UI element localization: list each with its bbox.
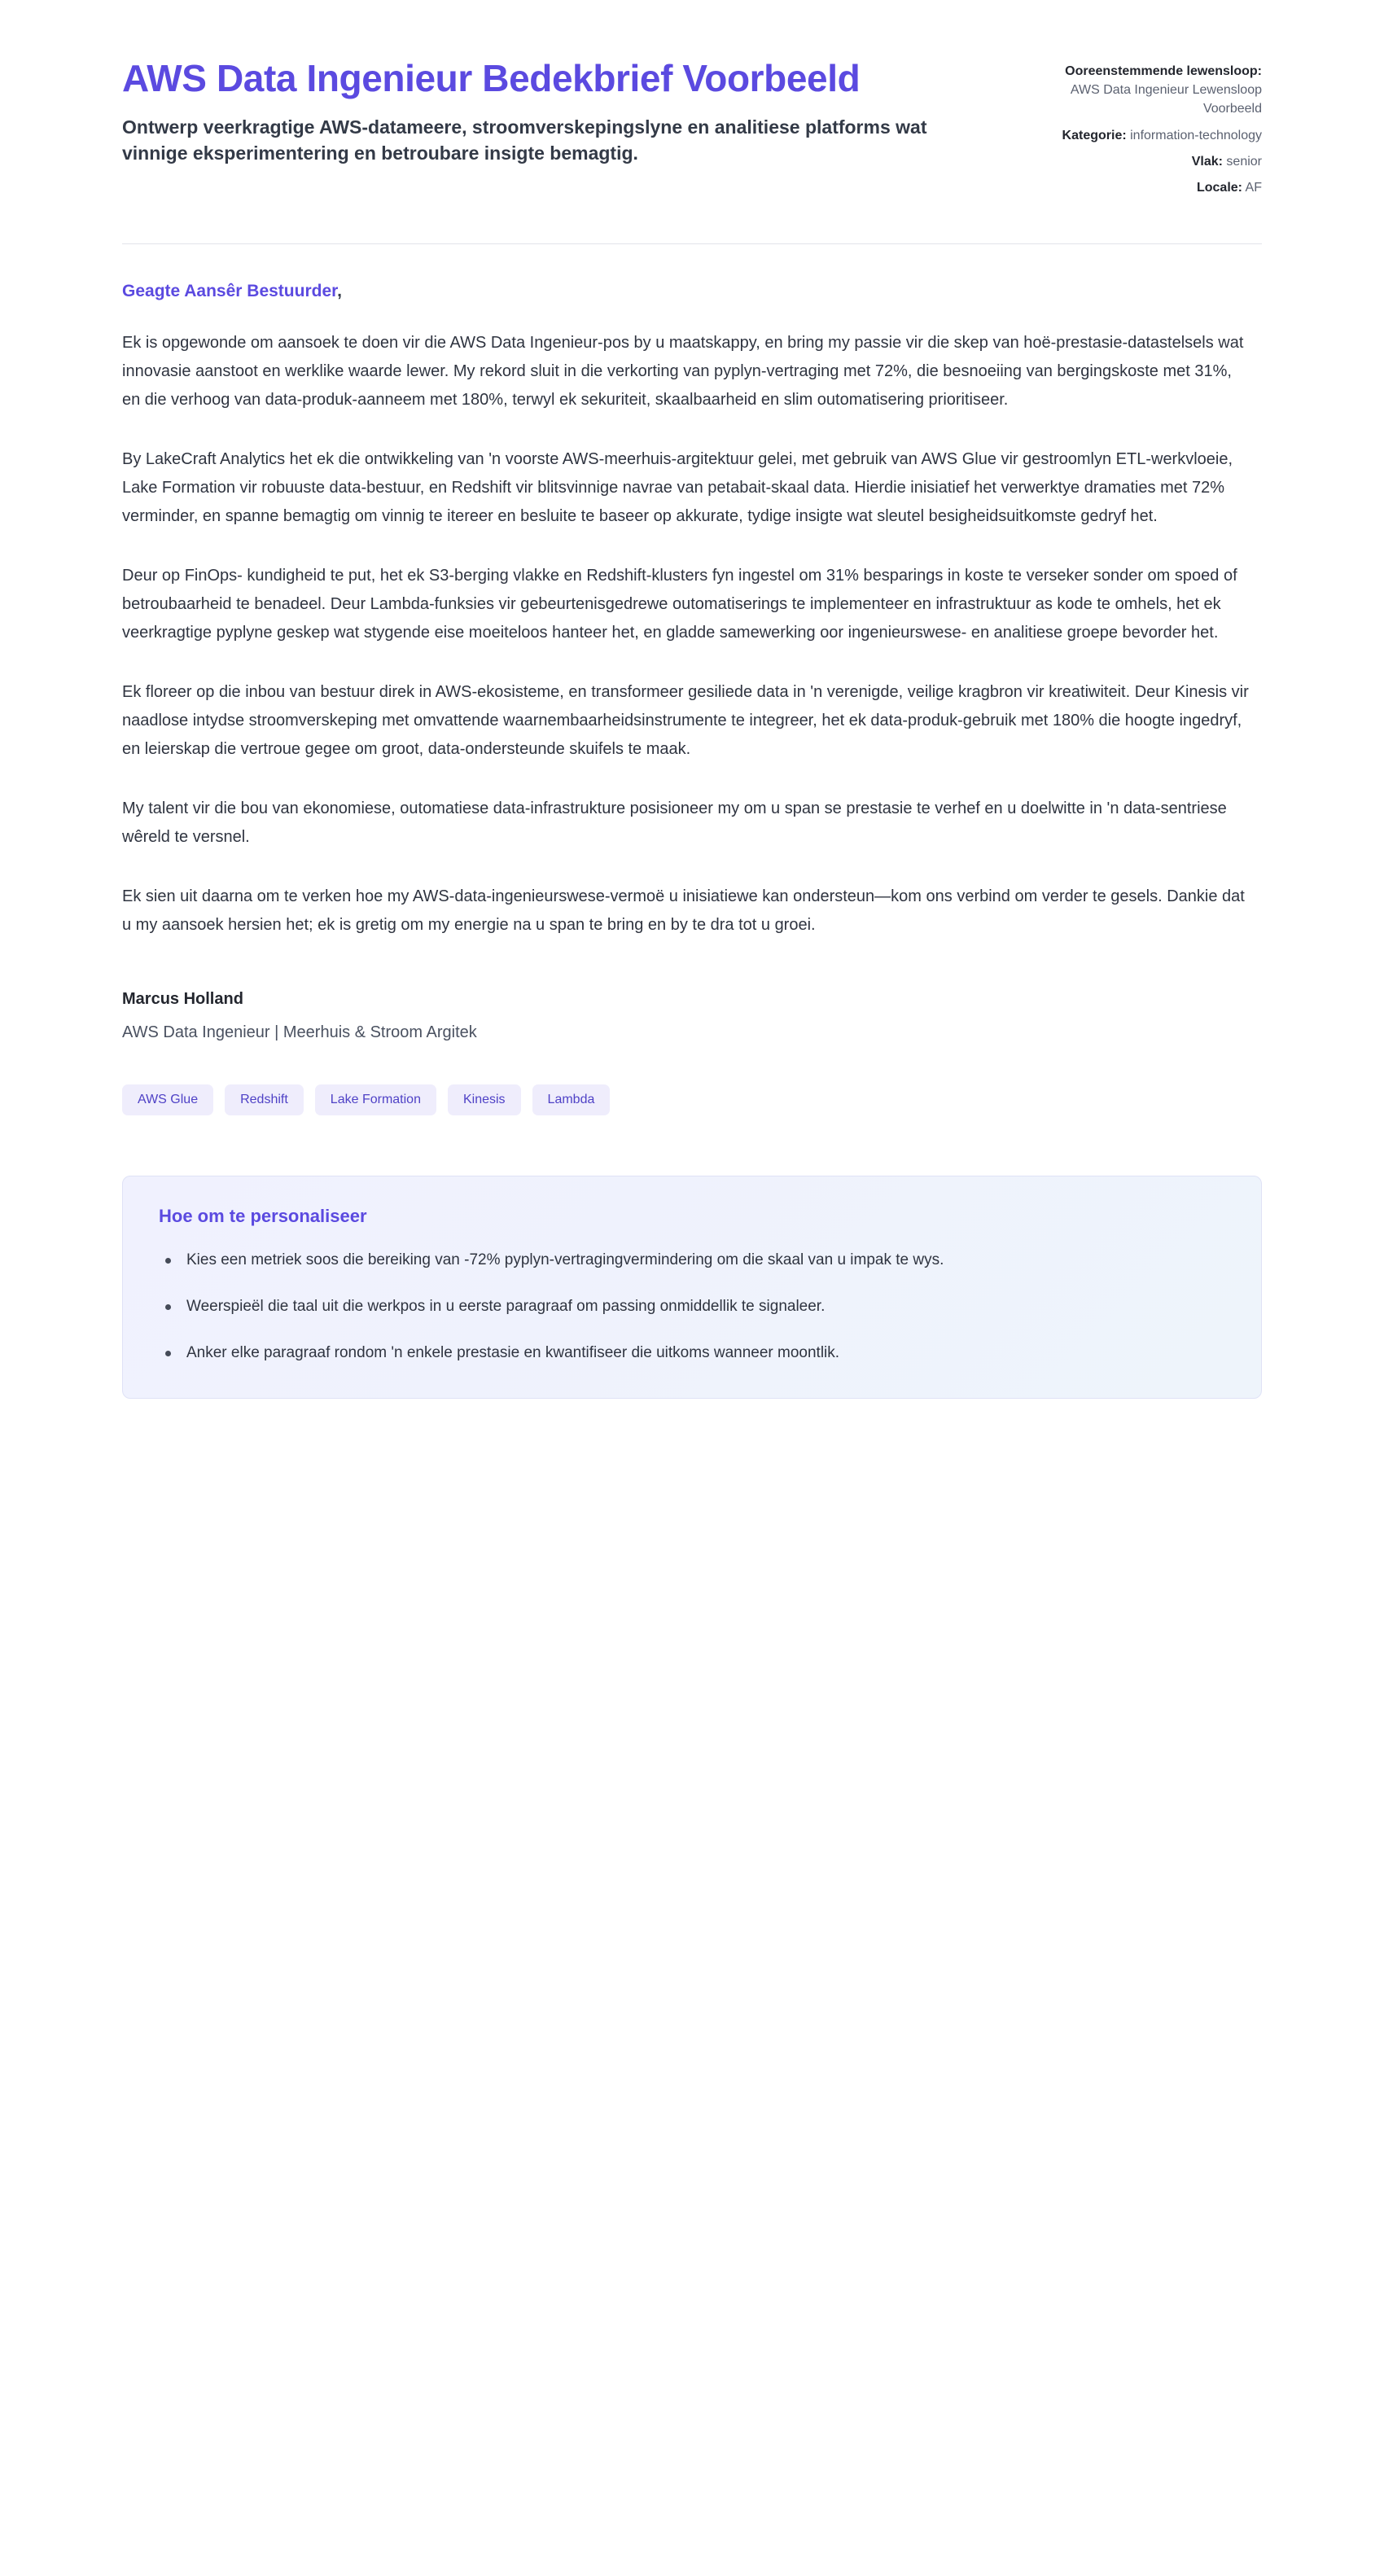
skill-tag[interactable]: AWS Glue — [122, 1084, 213, 1115]
header-left — [122, 57, 944, 167]
tips-list — [159, 1248, 1225, 1365]
meta-row-category — [1042, 126, 1262, 145]
tips-title: Hoe om te personaliseer — [159, 1206, 367, 1227]
paragraph-1: Ek is opgewonde om aansoek te doen vir die AWS Data Ingenieur-pos by u maatskappy, en bring my passie vir die skep van hoë-prestasie-datastelsels wat innovasie aanstoot en werklike waarde lewer. My rekord sluit in die verkorting van pyplyn-vertraging met 72%, die besnoeiing van bergingskoste met 31%, en die verhoog van data-produk-aanneem met 180%, terwyl ek sekuriteit, skaalbaarheid en slim outomatisering prioritiseer. — [122, 334, 1244, 410]
meta-row-level — [1042, 152, 1262, 171]
meta-value: information-technology — [1130, 128, 1262, 142]
list-item: Weerspieël die taal uit die werkpos in u eerste paragraaf om passing onmiddellik te signaleer. — [159, 1295, 1209, 1320]
signature-role: AWS Data Ingenieur | Meerhuis & Stroom Argitek — [122, 1023, 477, 1042]
meta-label: Kategorie: — [1062, 128, 1127, 142]
skill-tag[interactable]: Lambda — [532, 1084, 611, 1115]
skill-tag[interactable]: Kinesis — [448, 1084, 521, 1115]
salutation-text: Geagte Aansêr Bestuurder — [122, 282, 338, 301]
paragraph-5: My talent vir die bou van ekonomiese, outomatiese data-infrastrukture posisioneer my om u span se prestasie te verhef en u doelwitte in 'n data-sentriese wêreld te versnel. — [122, 800, 1227, 847]
meta-row-locale — [1042, 178, 1262, 197]
meta-label: Ooreenstemmende lewensloop: — [1065, 64, 1262, 78]
meta-label: Vlak: — [1191, 154, 1223, 169]
paragraph-6: Ek sien uit daarna om te verken hoe my AWS-data-ingenieurswese-vermoë u inisiatiewe kan ondersteun—kom ons verbind om verder te gesels. Dankie dat u my aansoek hersien het; ek is gretig om my energie na u span te bring en by te dra tot u groei. — [122, 887, 1245, 935]
skill-tag[interactable]: Redshift — [225, 1084, 304, 1115]
skill-tag[interactable]: Lake Formation — [315, 1084, 436, 1115]
meta-value: senior — [1226, 154, 1262, 169]
signature-name: Marcus Holland — [122, 990, 243, 1009]
paragraph-2: By LakeCraft Analytics het ek die ontwikkeling van 'n voorste AWS-meerhuis-argitektuur gelei, met gebruik van AWS Glue vir gestroomlyn ETL-werkvloeie, Lake Formation vir robuuste data-bestuur, en Redshift vir blitsvinnige navrae van petabait-skaal data. Hierdie inisiatief het verwerktye dramaties met 72% verminder, en spanne bemagtig om vinnig te itereer en besluite te baseer op akkurate, tydige insigte wat sleutel besigheidsuitkomste gedryf het. — [122, 450, 1233, 526]
meta-row-matching-resume — [1042, 62, 1262, 119]
page-title: AWS Data Ingenieur Bedekbrief Voorbeeld — [122, 57, 861, 99]
salutation — [122, 282, 1262, 301]
document-metadata — [1042, 57, 1262, 204]
paragraph-3: Deur op FinOps- kundigheid te put, het ek S3-berging vlakke en Redshift-klusters fyn ingestel om 31% besparings in koste te verseker sonder om spoed of betroubaarheid te benadeel. Deur Lambda-funksies vir gebeurtenisgedrewe outomatiserings te implementeer en infrastruktuur as kode te omhels, het ek veerkragtige pyplyne geskep wat stygende eise moeiteloos hanteer het, en gladde samewerking oor ingenieurswese- en analitiese groepe bevorder het. — [122, 567, 1237, 642]
skill-tag-list — [122, 1084, 1262, 1115]
personalization-tips-card — [122, 1176, 1262, 1399]
salutation-comma: , — [337, 282, 342, 301]
meta-value: AF — [1245, 180, 1262, 195]
document-header — [122, 57, 1262, 204]
page-subtitle: Ontwerp veerkragtige AWS-datameere, stroomverskepingslyne en analitiese platforms wat vinnige eksperimentering en betroubare insigte bemagtig. — [122, 116, 927, 164]
meta-value: AWS Data Ingenieur Lewensloop Voorbeeld — [1070, 83, 1262, 116]
signature-block — [122, 990, 1262, 1042]
letter-body — [122, 244, 1262, 1042]
paragraph-4: Ek floreer op die inbou van bestuur direk in AWS-ekosisteme, en transformeer gesiliede data in 'n verenigde, veilige kragbron vir kreatiwiteit. Deur Kinesis vir naadlose intydse stroomverskeping met omvattende waarnembaarheidsinstrumente te integreer, het ek data-produk-gebruik met 180% die hoogte ingedryf, en leierskap die vertroue gegee om groot, data-ondersteunde skuifels te maak. — [122, 683, 1249, 759]
meta-label: Locale: — [1196, 180, 1242, 195]
list-item: Anker elke paragraaf rondom 'n enkele prestasie en kwantifiseer die uitkoms wanneer moontlik. — [159, 1341, 1209, 1366]
list-item: Kies een metriek soos die bereiking van -72% pyplyn-vertragingvermindering om die skaal van u impak te wys. — [159, 1248, 1209, 1273]
